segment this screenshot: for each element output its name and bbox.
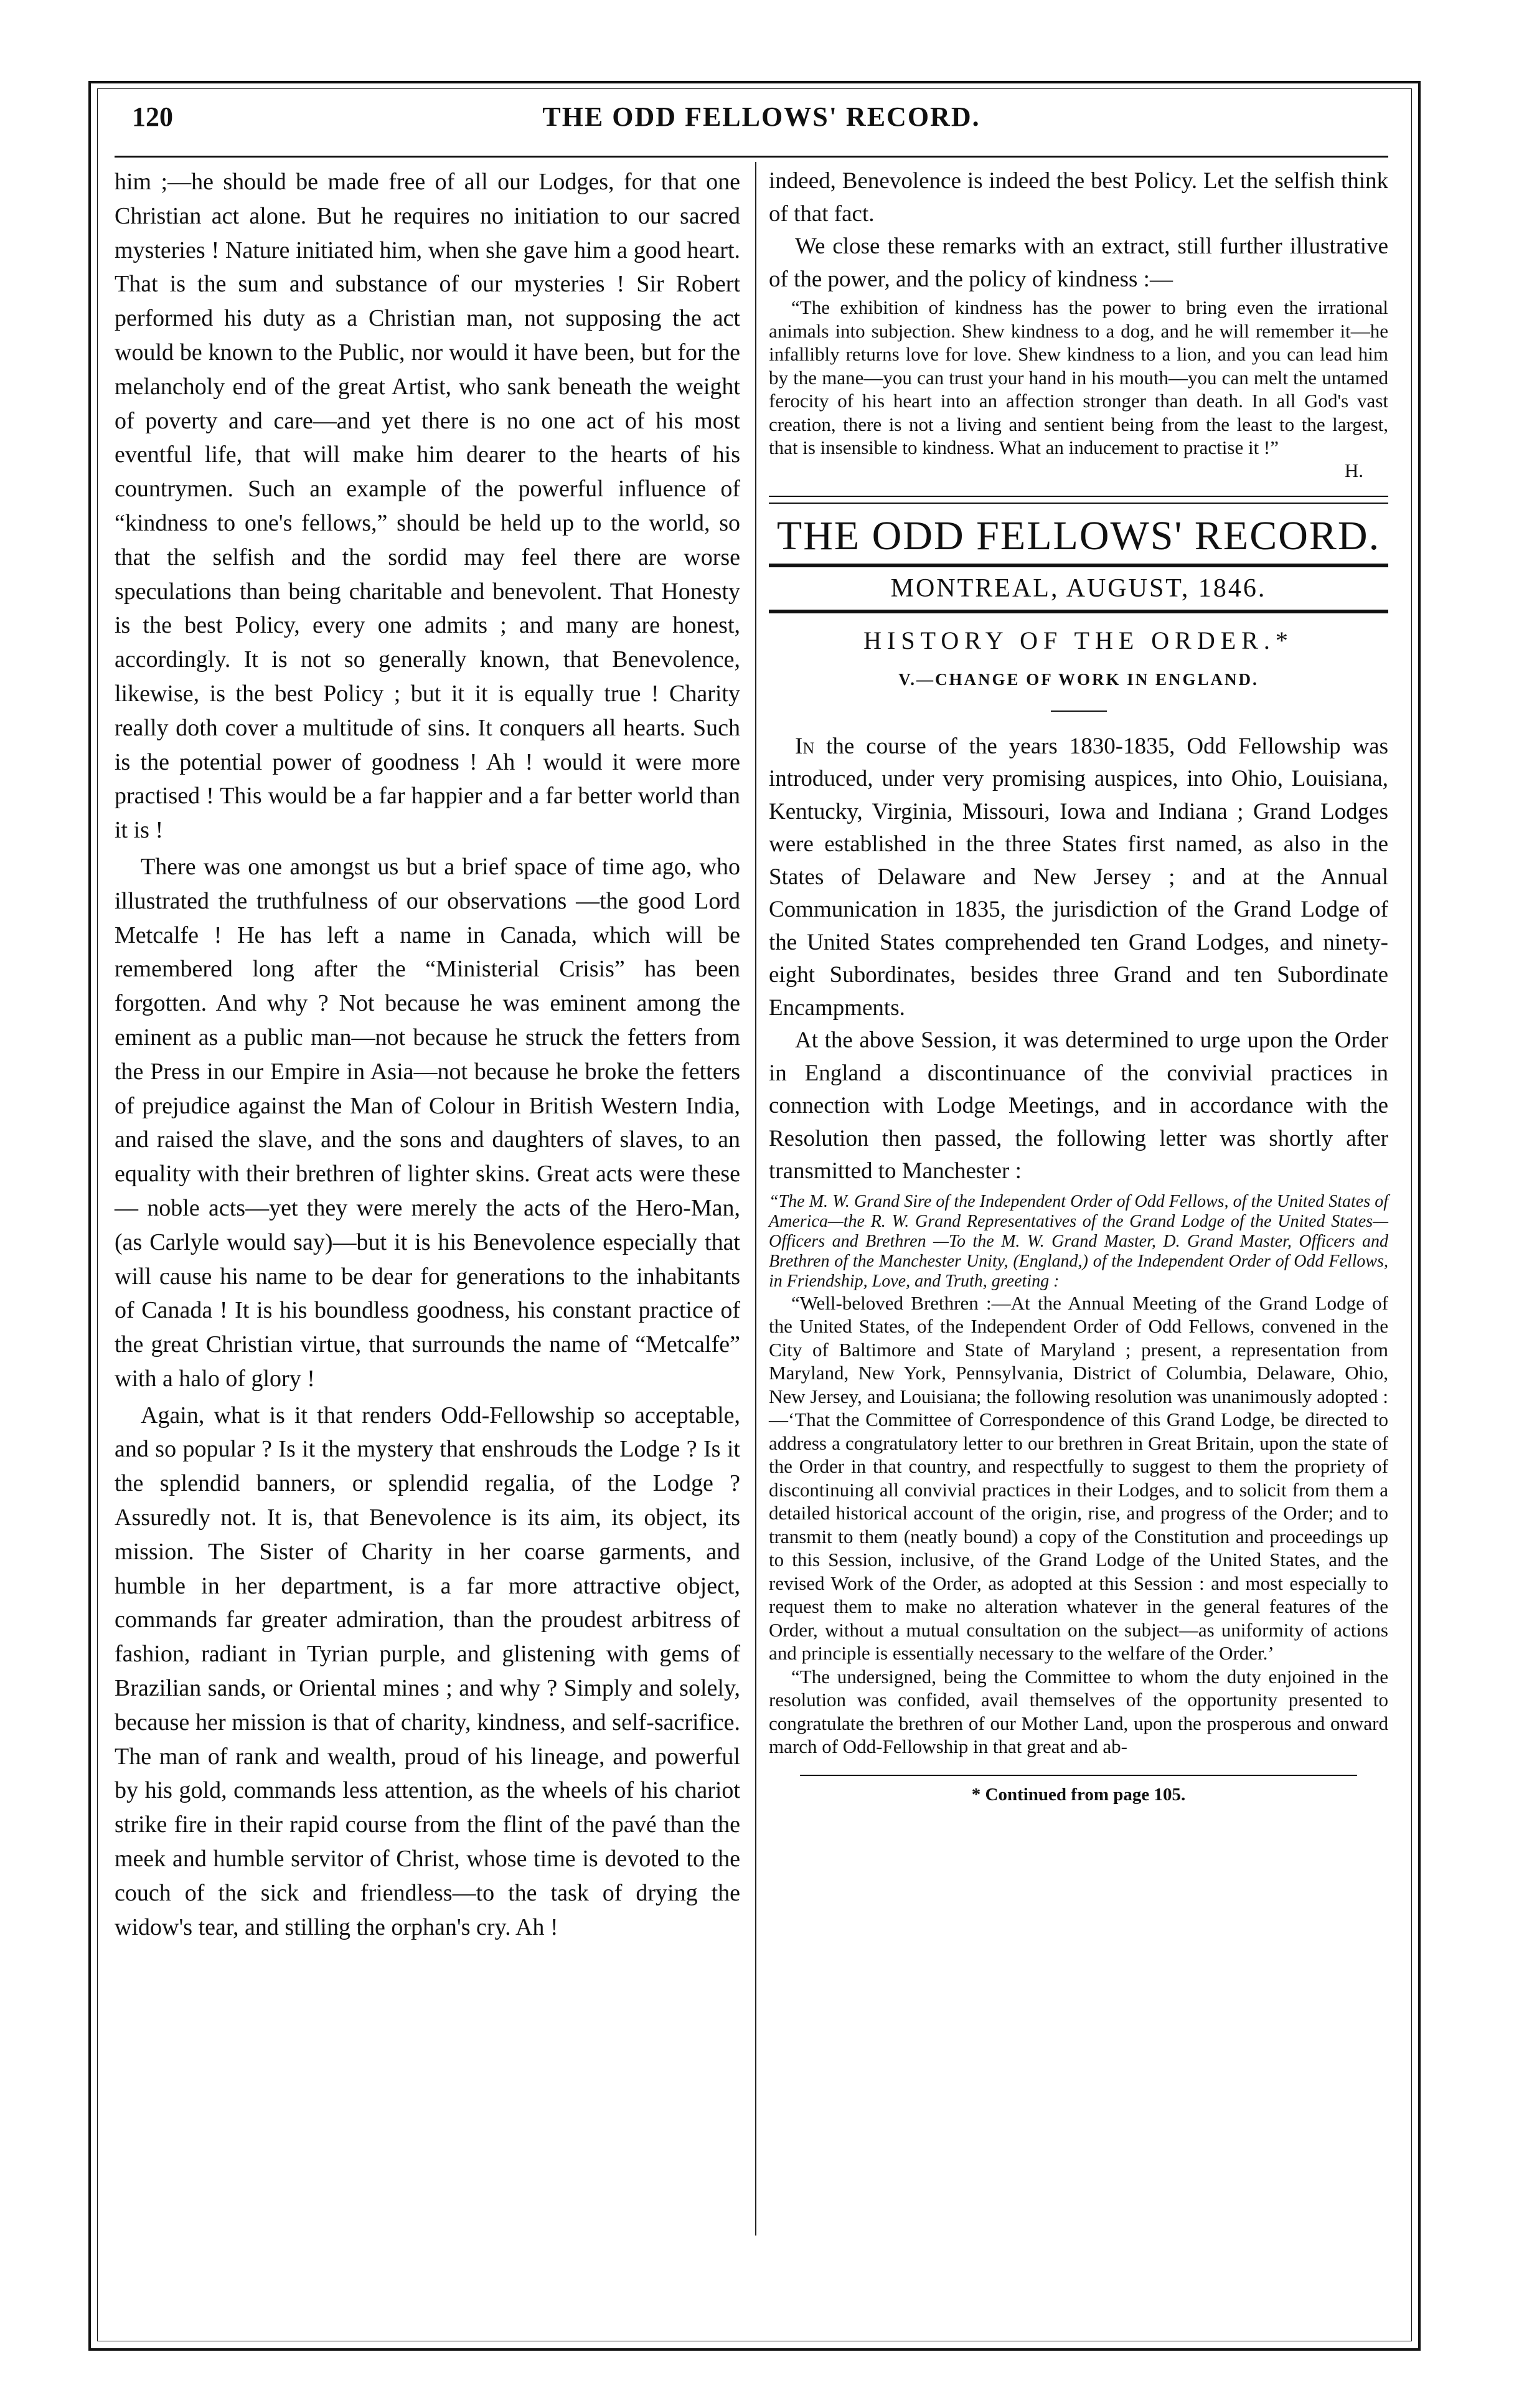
section-title: HISTORY OF THE ORDER.* [863,626,1294,654]
running-title: THE ODD FELLOWS' RECORD. [542,102,980,132]
continuation-text: indeed, Benevolence is indeed the best Policy. Let the selfish think of that fact. [769,168,1388,227]
drop-word: In [795,733,815,759]
masthead-rule [769,564,1388,567]
section-rule [1051,711,1107,712]
letter-address: “The M. W. Grand Sire of the Independent Order of Odd Fellows, of the United States of America—the R. W. Grand Representatives of the Grand Lodge of the United States—Officers and Brethren —To the M. W. Grand Master, D. Grand Master, Officers and Brethren of the Manchester Unity, (England,) of the Independent Order of Odd Fellows, in Friendship, Love, and Truth, greeting : [769,1191,1388,1291]
extract-quote: “The exhibition of kindness has the power to bring even the irrational animals into subjection. Shew kindness to a dog, and he will remember it—he infallibly returns love for love. Shew kindness to a lion, and you can lead him by the mane—you can trust your hand in his mouth—you can melt the untamed ferocity of his heart into an affection stronger than death. In all God's vast creation, there is not a living and sentient being from the least to the largest, that is insensible to kindness. What an inducement to practise it !” [769,296,1388,458]
footnote-rule [800,1775,1358,1776]
dateline-rule [769,610,1388,613]
section-subtitle: V.—CHANGE OF WORK IN ENGLAND. [898,669,1259,689]
header-rule [115,156,1388,158]
history-paragraph-1-text: the course of the years 1830-1835, Odd Fellowship was introduced, under very promising auspices, into Ohio, Louisiana, Kentucky, Virginia, Missouri, Iowa and Indiana ; Grand Lodges were established in the three States first named, as also in the States of Delaware and New Jersey ; and at the Annual Communication in 1835, the jurisdiction of the Grand Lodge of the United States comprehended ten Grand Lodges, and ninety-eight Subordinates, besides three Grand and ten Subordinate Encampments. [769,733,1389,1021]
page-header [117,101,1406,144]
page-number: 120 [132,102,173,132]
masthead-top-rule [769,496,1388,504]
right-column [769,165,1388,1805]
left-column [115,165,740,1944]
history-paragraph-1 [769,730,1388,1025]
history-paragraph-2: At the above Session, it was determined to urge upon the Order in England a discontinuance of the convivial practices in connection with Lodge Meetings, and in accordance with the Resolution then passed, the following letter was shortly after transmitted to Manchester : [769,1027,1388,1184]
column-divider [755,162,756,2236]
left-paragraph-1: him ;—he should be made free of all our Lodges, for that one Christian act alone. But he requires no initiation to our sacred mysteries ! Nature initiated him, when she gave him a good heart. That is the sum and substance of our mysteries ! Sir Robert performed his duty as a Christian man, not supposing the act would be known to the Public, nor would it have been, but for the melancholy end of the great Artist, who sank beneath the weight of poverty and care—and yet there is no one act of his most eventful life, that will make him dearer to the hearts of his countrymen. Such an example of the powerful influence of “kindness to one's fellows,” should be held up to the world, so that the selfish and the sordid may feel there are worse speculations than being charitable and benevolent. That Honesty is the best Policy, every one admits ; and many are honest, accordingly. It is not so generally known, that Benevolence, likewise, is the best Policy ; but it it is equally true ! Charity really doth cover a multitude of sins. It conquers all hearts. Such is the potential power of goodness ! Ah ! would it were more practised ! This would be a far happier and a far better world than it is ! [115,169,740,844]
letter-paragraph-1: “Well-beloved Brethren :—At the Annual Meeting of the Grand Lodge of the United States, of the Independent Order of Odd Fellows, convened in the City of Baltimore and State of Maryland ; present, a representation from Maryland, New York, Pennsylvania, District of Columbia, Delaware, Ohio, New Jersey, and Louisiana; the following resolution was unanimously adopted :—‘That the Committee of Correspondence of this Grand Lodge, be directed to address a congratulatory letter to our brethren in Great Britain, upon the state of the Order in that country, and respectfully to suggest to them the propriety of discontinuing all convivial practices in their Lodges, and to solicit from them a detailed historical account of the origin, rise, and progress of the Order; and to transmit to them (neatly bound) a copy of the Constitution and proceedings up to this Session, inclusive, of the Grand Lodge of the United States, and the revised Work of the Order, as adopted at this Session : and most especially to request them to make no alteration whatever in the general features of the Order, without a mutual consultation on the subject—as uniformity of actions and principle is essentially necessary to the welfare of the Order.’ [769,1291,1388,1664]
signature: H. [1344,459,1363,481]
letter-paragraph-2: “The undersigned, being the Committee to whom the duty enjoined in the resolution was confided, avail themselves of the opportunity presented to congratulate the brethren of our Mother Land, upon the prosperous and onward march of Odd-Fellowship in that great and ab- [769,1665,1388,1757]
masthead-title: THE ODD FELLOWS' RECORD. [776,512,1381,559]
footnote: * Continued from page 105. [971,1784,1186,1805]
extract-intro: We close these remarks with an extract, still further illustrative of the power, and the policy of kindness :— [769,234,1388,292]
dateline: MONTREAL, AUGUST, 1846. [890,574,1267,603]
left-paragraph-2: There was one amongst us but a brief space of time ago, who illustrated the truthfulness of our observations —the good Lord Metcalfe ! He has left a name in Canada, which will be remembered long after the “Ministerial Crisis” has been forgotten. And why ? Not because he was eminent among the eminent as a public man—not because he struck the fetters from the Press in our Empire in Asia—not because he broke the fetters of prejudice against the Man of Colour in British Western India, and raised the slave, and the sons and daughters of slaves, to an equality with their brethren of lighter skins. Great acts were these— noble acts—yet they were merely the acts of the Hero-Man, (as Carlyle would say)—but it is his Benevolence especially that will cause his name to be dear for generations to the inhabitants of Canada ! It is his boundless goodness, his constant practice of the great Christian virtue, that surrounds the name of “Metcalfe” with a halo of glory ! [115,853,740,1392]
left-paragraph-3: Again, what is it that renders Odd-Fellowship so acceptable, and so popular ? Is it the mystery that enshrouds the Lodge ? Is it the splendid banners, or splendid regalia, of the Lodge ? Assuredly not. It is, that Benevolence is its aim, its object, its mission. The Sister of Charity in her coarse garments, and humble in her department, is a far more attractive object, commands far greater admiration, than the proudest arbitress of fashion, radiant in Tyrian purple, and glistening with gems of Brazilian sands, or Oriental mines ; and why ? Simply and solely, because her mission is that of charity, kindness, and self-sacrifice. The man of rank and wealth, proud of his lineage, and powerful by his gold, commands less attention, as the wheels of his chariot strike fire in their rapid course from the flint of the pavé than the meek and humble servitor of Christ, whose time is devoted to the couch of the sick and friendless—to the task of drying the widow's tear, and stilling the orphan's cry. Ah ! [115,1402,740,1940]
